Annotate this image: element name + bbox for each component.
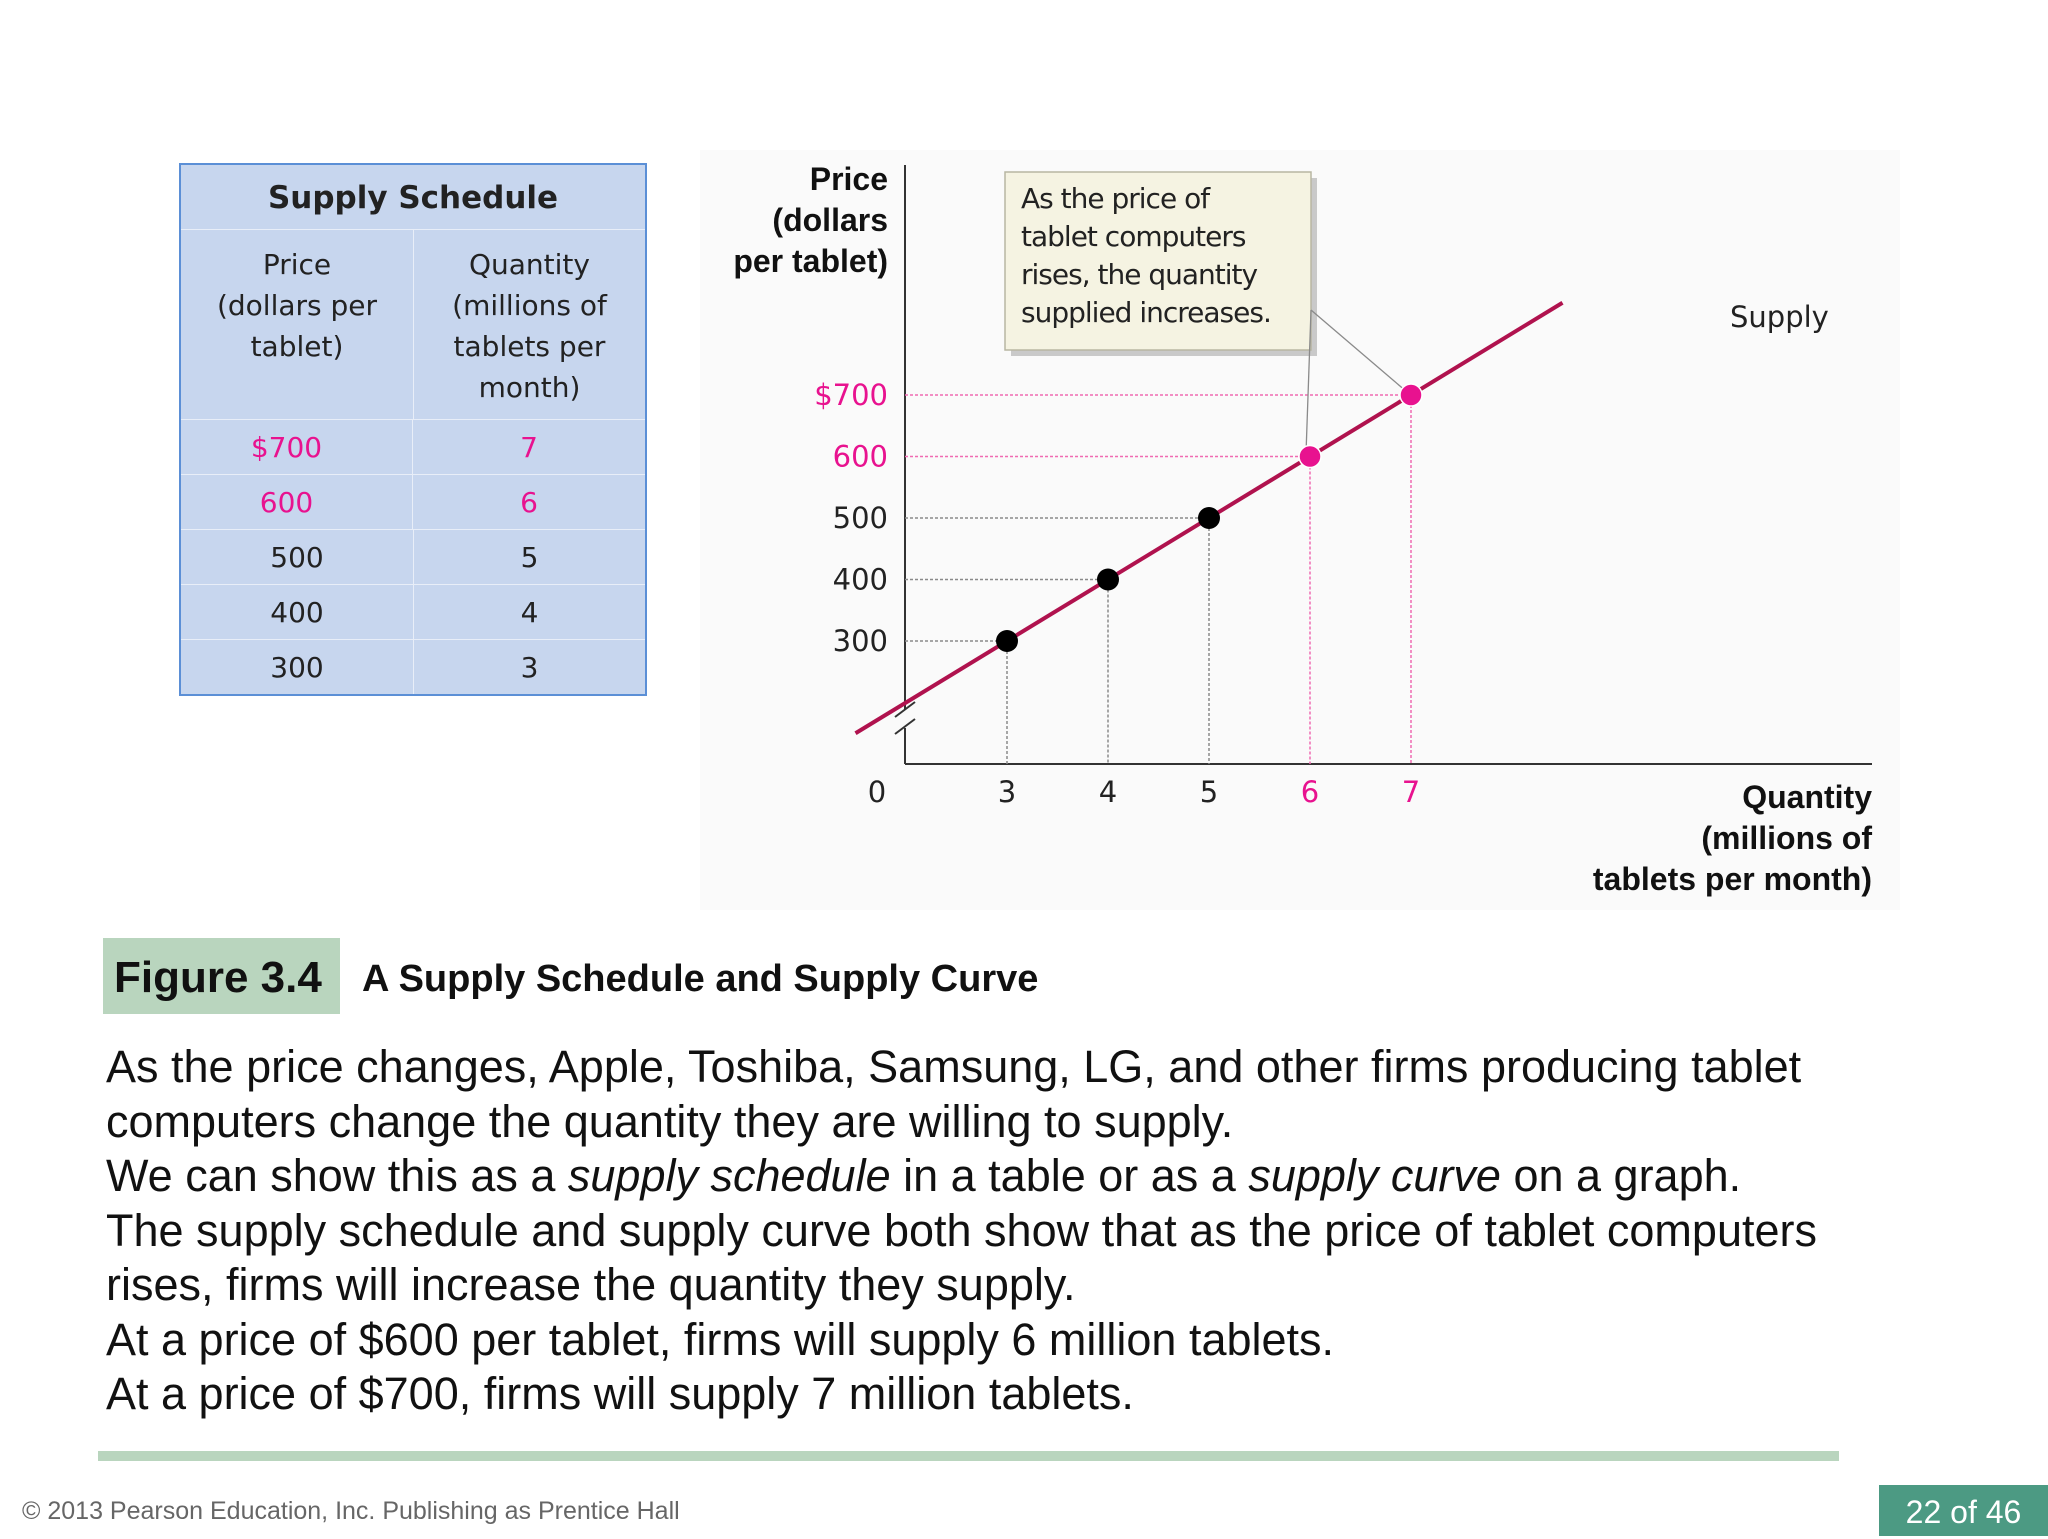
table-row xyxy=(181,475,645,530)
supply-schedule-table xyxy=(179,163,647,696)
x-tick-label: 0 xyxy=(867,775,887,809)
figure-label: Figure 3.4 xyxy=(103,938,340,1014)
table-row xyxy=(181,640,645,694)
description-paragraph: At a price of $700, firms will supply 7 million tablets. xyxy=(106,1368,1134,1419)
quantity-cell: 5 xyxy=(520,540,539,574)
figure-description xyxy=(106,1040,1906,1422)
data-point xyxy=(1299,446,1321,468)
table-row xyxy=(181,530,645,585)
y-tick-label: 300 xyxy=(832,624,888,658)
text-run: in a table or as a xyxy=(890,1150,1249,1201)
footer-divider xyxy=(98,1451,1839,1461)
data-point xyxy=(996,630,1018,652)
x-tick-label: 6 xyxy=(1300,775,1320,809)
description-paragraph: As the price changes, Apple, Toshiba, Samsung, LG, and other firms producing tablet computers change the quantity they are willing to supply. xyxy=(106,1041,1802,1147)
table-header-row xyxy=(181,230,645,420)
figure-title: A Supply Schedule and Supply Curve xyxy=(362,958,1039,1000)
y-axis-title: Price (dollars per tablet) xyxy=(733,161,888,279)
quantity-cell: 3 xyxy=(520,650,539,684)
description-paragraph: The supply schedule and supply curve both show that as the price of tablet computers rises, firms will increase the quantity they supply. xyxy=(106,1204,1817,1310)
supply-schedule-term: supply schedule xyxy=(567,1150,891,1201)
price-cell: 600 xyxy=(181,475,413,529)
data-point xyxy=(1198,507,1220,529)
table-row xyxy=(181,585,645,640)
copyright-notice: © 2013 Pearson Education, Inc. Publishing as Prentice Hall xyxy=(22,1497,680,1525)
price-cell: 400 xyxy=(181,585,414,639)
text-run: on a graph. xyxy=(1500,1150,1742,1201)
supply-curve-label: Supply xyxy=(1730,300,1829,334)
y-tick-label: 600 xyxy=(832,439,888,474)
price-column-header: Price (dollars per tablet) xyxy=(181,230,414,419)
description-paragraph xyxy=(106,1149,1906,1204)
table-title: Supply Schedule xyxy=(181,165,645,230)
data-point xyxy=(1400,384,1422,406)
y-tick-label: $700 xyxy=(814,378,888,412)
price-cell: 300 xyxy=(181,640,414,694)
supply-curve-chart xyxy=(700,150,1900,910)
price-cell: $700 xyxy=(181,420,413,474)
x-axis-title: Quantity (millions of tablets per month) xyxy=(1592,779,1872,897)
supply-curve-term: supply curve xyxy=(1248,1150,1501,1201)
quantity-cell: 4 xyxy=(520,595,539,629)
quantity-cell: 7 xyxy=(520,430,538,464)
table-row xyxy=(181,420,645,475)
text-run: We can show this as a xyxy=(106,1150,568,1201)
x-tick-label: 3 xyxy=(997,775,1017,809)
y-tick-label: 400 xyxy=(832,562,888,597)
x-tick-label: 5 xyxy=(1199,775,1219,809)
y-tick-label: 500 xyxy=(832,501,888,535)
quantity-cell: 6 xyxy=(520,485,538,519)
description-paragraph: At a price of $600 per tablet, firms will supply 6 million tablets. xyxy=(106,1313,1335,1365)
slide-number: 22 of 46 xyxy=(1879,1485,2048,1536)
data-point xyxy=(1097,569,1119,591)
annotation-text: As the price of tablet computers rises, the quantity supplied increases. xyxy=(1021,182,1271,329)
price-cell: 500 xyxy=(181,530,414,584)
quantity-column-header: Quantity (millions of tablets per month) xyxy=(452,248,607,404)
x-tick-label: 4 xyxy=(1098,775,1118,809)
x-tick-label: 7 xyxy=(1401,775,1421,809)
